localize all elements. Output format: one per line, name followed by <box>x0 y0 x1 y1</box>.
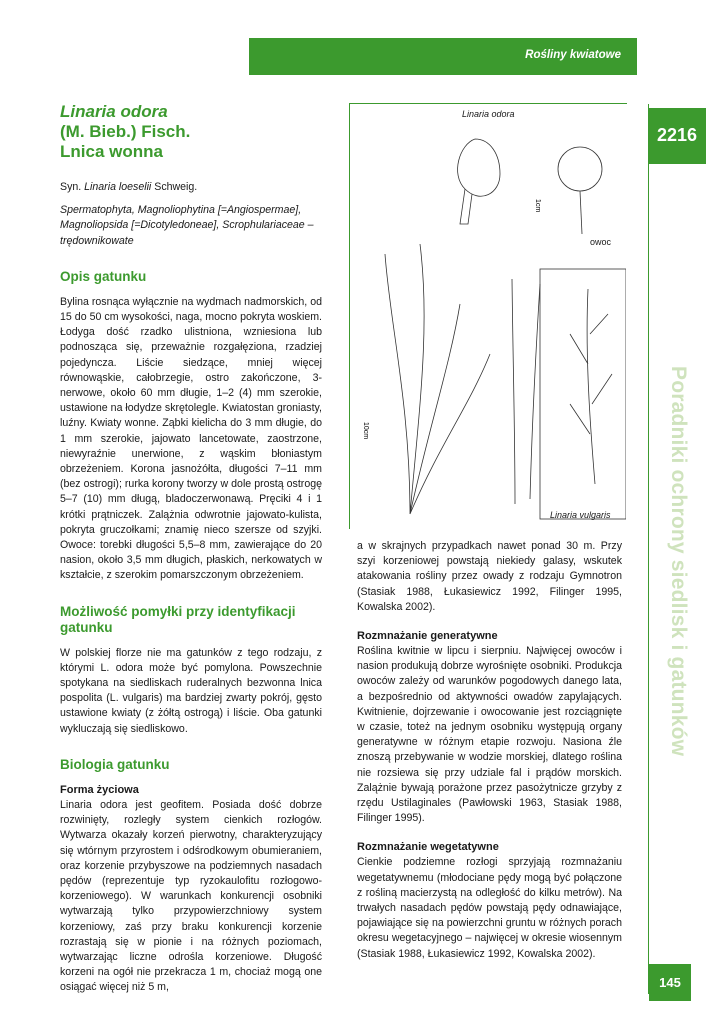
taxonomy: Spermatophyta, Magnoliophytina [=Angiospermae], Magnoliopsida [=Dicotyledoneae], Scrophulariaceae – trędownikowate <box>60 204 314 247</box>
text-forma: Linaria odora jest geofitem. Posiada dość dobrze rozwinięty, rozległy system cienkich rozłogów. Wytwarza okazały korzeń pierwotny, charakteryzujący się wtórnym przyrostem i odśrodkowym obumieraniem, oraz korzenie przybyszowe na podziemnych nasadach pędów (reprezentuje typ ryzokaulofitu rozłogowo-korzeniowego). W warunkach konkurencji osobniki wytwarzają tylko przypowierzchniowy system korzeniowy, zaś przy braku konkurencji korzenie rozrastają się w pionie i na różnych poziomach, wytwarzając liczne odrośla korzeniowe. Długość korzeni na ogół nie przekracza 1 m, chociaż mogą one osiągać więcej niż 5 m, <box>60 798 322 994</box>
plant-drawing <box>350 104 626 528</box>
title-author: (M. Bieb.) Fisch. <box>60 122 191 141</box>
heading-wegetatywne: Rozmnażanie wegetatywne <box>357 841 499 854</box>
figure-label-fruit: owoc <box>590 237 612 247</box>
heading-forma: Forma życiowa <box>60 783 139 796</box>
species-number-tab <box>648 108 706 164</box>
heading-pomylka: Możliwość pomyłki przy identyfikacji gatunku <box>60 603 296 635</box>
page-number-box <box>649 964 691 1001</box>
text-generatywne: Roślina kwitnie w lipcu i sierpniu. Najwięcej owoców i nasion produkują dobrze wyrośnięte osobniki. Produkcja owoców zależy od warunków pogodowych danego lata, a bezpośrednio od aktywności owadów zapylających. Kwitnienie, dojrzewanie i owocowanie jest rozciągnięte w czasie, toteż na jednym osobniku występują organy generatywne w różnym etapie rozwoju. Nasiona źle znoszą przebywanie w wodzie morskiej, dlatego roślina nie rozsiewa się przy udziale fal i prądów morskich. Zalążnie bywają porażone przez pasożytnicze grzyby z rzędu Ustilaginales (Pawłowski 1963, Stasiak 1988, Filinger 1995). <box>357 645 622 825</box>
sidebar-title: Poradniki ochrony siedlisk i gatunków <box>667 366 690 757</box>
species-number: 2216 <box>656 125 698 145</box>
left-column <box>60 102 322 996</box>
sidebar <box>650 366 706 776</box>
figure-label-top: Linaria odora <box>462 109 515 119</box>
heading-generatywne: Rozmnażanie generatywne <box>357 630 498 643</box>
text-opis: Bylina rosnąca wyłącznie na wydmach nadmorskich, od 15 do 50 cm wysokości, naga, mocno pokryta woskiem. Łodyga dość rzadko ulistniona, wzniesiona lub podnosząca się, przeważnie rozgałęziona, rzadziej pojedyncza. Liście siedzące, mniej więcej równowąskie, całobrzegie, ostro zakończone, 3-nerwowe, około 60 mm długie, 1–2 (4) mm szerokie, ustawione na łodydze skrętolegle. Kwiatostan groniasty, luźny. Kwiaty wonne. Ząbki kielicha do 3 mm długie, do 1 mm szerokie, jajowato lancetowate, zaostrzone, niewyraźnie unerwione, z wąskim błoniastym obrzeżeniem. Korona jasnożółta, długości 7–11 mm (bez ostrogi); rurka korony tworzy w dole prostą ostrogę 5–7 (10) mm długą, bladoczerwonawą. Pręciki 4 i 1 krótki prątniczek. Zalążnia odwrotnie jajowato-kulista, pokryta gruczołkami; znamię nieco szersze od szyjki. Owoce: torebki długości 5,5–8 mm, zawierające do 20 nasion, około 3,5 mm długich, płaskich, nerkowatych w kształcie, z szerokim pomarszczonym obrzeżeniem. <box>60 295 322 582</box>
title-polish: Lnica wonna <box>60 142 163 161</box>
figure-label-bottom: Linaria vulgaris <box>550 510 611 520</box>
page-number: 145 <box>659 975 681 990</box>
scale-10cm-label: 10cm <box>362 422 369 440</box>
right-column <box>357 539 622 962</box>
text-forma-cont: a w skrajnych przypadkach nawet ponad 30 m. Przy szyi korzeniowej powstają niekiedy galasy, wskutek atakowania rośliny przez owady z rodzaju Gymnotron (Stasiak 1988, Łukasiewicz 1992, Filinger 1995, Kowalska 2002). <box>357 540 622 613</box>
title-latin: Linaria odora <box>60 102 168 121</box>
section-header-title: Rośliny kwiatowe <box>525 49 621 61</box>
synonym-name: Linaria loeselii <box>84 181 152 193</box>
scale-1cm-label: 1cm <box>534 199 541 213</box>
section-header-bar <box>249 38 637 75</box>
botanical-illustration <box>349 103 627 529</box>
heading-opis: Opis gatunku <box>60 268 147 284</box>
synonym-prefix: Syn. <box>60 181 82 193</box>
heading-biologia: Biologia gatunku <box>60 756 170 772</box>
margin-rule <box>648 104 649 994</box>
synonym-author: Schweig. <box>154 181 198 193</box>
synonym <box>60 180 322 195</box>
text-wegetatywne: Cienkie podziemne rozłogi sprzyjają rozmnażaniu wegetatywnemu (młodociane pędy mogą być połączone z rośliną macierzystą na odległość do kilku metrów). Na trwałych nasadach pędów powstają pędy odnawiające, pojawiające się na powierzchni gruntu w różnych porach okresu wegetacyjnego – najwięcej w okresie wiosennym (Stasiak 1988, Łukasiewicz 1992, Kowalska 2002). <box>357 856 622 960</box>
text-pomylka: W polskiej florze nie ma gatunków z tego rodzaju, z którymi L. odora może być pomylona. Powszechnie spotykana na siedliskach ruderalnych bezwonna lnica pospolita (L. vulgaris) ma bardziej zwarty pokrój, gęsto ustawione kwiaty (z żółtą ostrogą) i liście. Oba gatunki wykluczają się siedliskowo. <box>60 646 322 735</box>
page-title <box>60 102 322 162</box>
